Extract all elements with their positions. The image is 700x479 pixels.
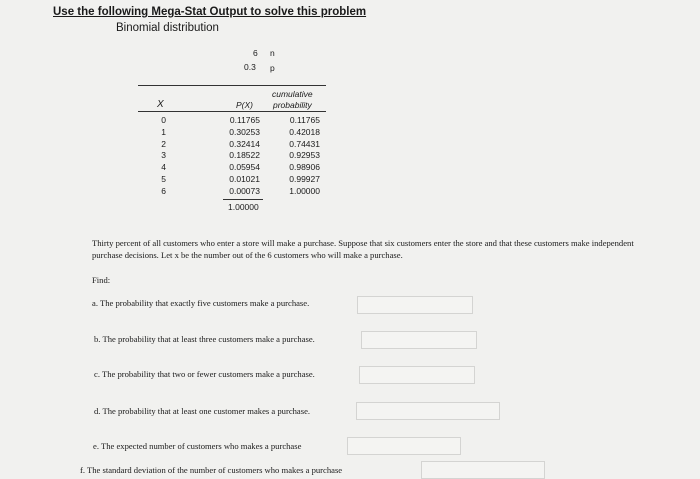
col-header-x: X bbox=[157, 99, 164, 110]
cell-x: 1 bbox=[161, 126, 166, 137]
cell-px: 0.05954 bbox=[229, 162, 260, 173]
question-c-label: c. The probability that two or fewer customers make a purchase. bbox=[94, 369, 315, 379]
p-value: 0.3 bbox=[244, 62, 256, 72]
question-d-label: d. The probability that at least one customer makes a purchase. bbox=[94, 406, 311, 416]
table-top-rule bbox=[138, 85, 326, 86]
cell-px: 0.32414 bbox=[229, 138, 260, 149]
cell-x: 5 bbox=[161, 174, 166, 184]
page-title: Use the following Mega-Stat Output to solve this problem bbox=[53, 6, 367, 18]
question-b-label: b. The probability that at least three customers make a purchase. bbox=[94, 334, 315, 344]
cell-x: 2 bbox=[161, 138, 166, 149]
cell-px: 0.30253 bbox=[229, 126, 260, 137]
question-f-label: f. The standard deviation of the number of customers who makes a purchase bbox=[80, 465, 343, 475]
subtitle: Binomial distribution bbox=[116, 22, 219, 34]
cell-cumulative: 0.99927 bbox=[289, 174, 320, 184]
cell-cumulative: 0.74431 bbox=[289, 138, 320, 149]
total-rule bbox=[223, 199, 263, 200]
answer-d-input[interactable] bbox=[356, 402, 500, 420]
col-header-px: P(X) bbox=[236, 100, 253, 110]
col-header-probability: probability bbox=[273, 100, 312, 110]
cell-x: 0 bbox=[161, 115, 166, 125]
total-value: 1.00000 bbox=[228, 202, 259, 212]
n-value: 6 bbox=[253, 48, 258, 58]
cell-cumulative: 0.42018 bbox=[289, 126, 320, 137]
answer-b-input[interactable] bbox=[361, 331, 477, 349]
answer-f-input[interactable] bbox=[421, 461, 545, 479]
p-label: p bbox=[270, 63, 275, 73]
cell-px: 0.11765 bbox=[229, 115, 260, 125]
cell-cumulative: 0.11765 bbox=[289, 115, 320, 125]
cell-cumulative: 0.98906 bbox=[289, 162, 320, 173]
cell-px: 0.18522 bbox=[229, 150, 260, 161]
answer-e-input[interactable] bbox=[347, 437, 461, 455]
col-header-cumulative: cumulative bbox=[272, 89, 313, 99]
answer-c-input[interactable] bbox=[359, 366, 475, 384]
table-header-rule bbox=[138, 111, 326, 112]
cell-x: 4 bbox=[161, 162, 166, 173]
cell-x: 6 bbox=[161, 185, 166, 196]
question-e-label: e. The expected number of customers who makes a purchase bbox=[93, 441, 302, 451]
question-a-label: a. The probability that exactly five customers make a purchase. bbox=[92, 298, 310, 308]
n-label: n bbox=[270, 48, 275, 58]
cell-cumulative: 1.00000 bbox=[289, 185, 320, 196]
answer-a-input[interactable] bbox=[357, 296, 473, 314]
cell-px: 0.01021 bbox=[229, 174, 260, 184]
cell-cumulative: 0.92953 bbox=[289, 150, 320, 161]
cell-px: 0.00073 bbox=[229, 185, 260, 196]
cell-x: 3 bbox=[161, 150, 166, 161]
problem-statement: Thirty percent of all customers who enter a store will make a purchase. Suppose that six customers enter the store and that these customers make independent purchase decisions. Let x be the number out of the 6 customers who will make a purchase. bbox=[92, 238, 634, 260]
find-label: Find: bbox=[92, 275, 111, 285]
